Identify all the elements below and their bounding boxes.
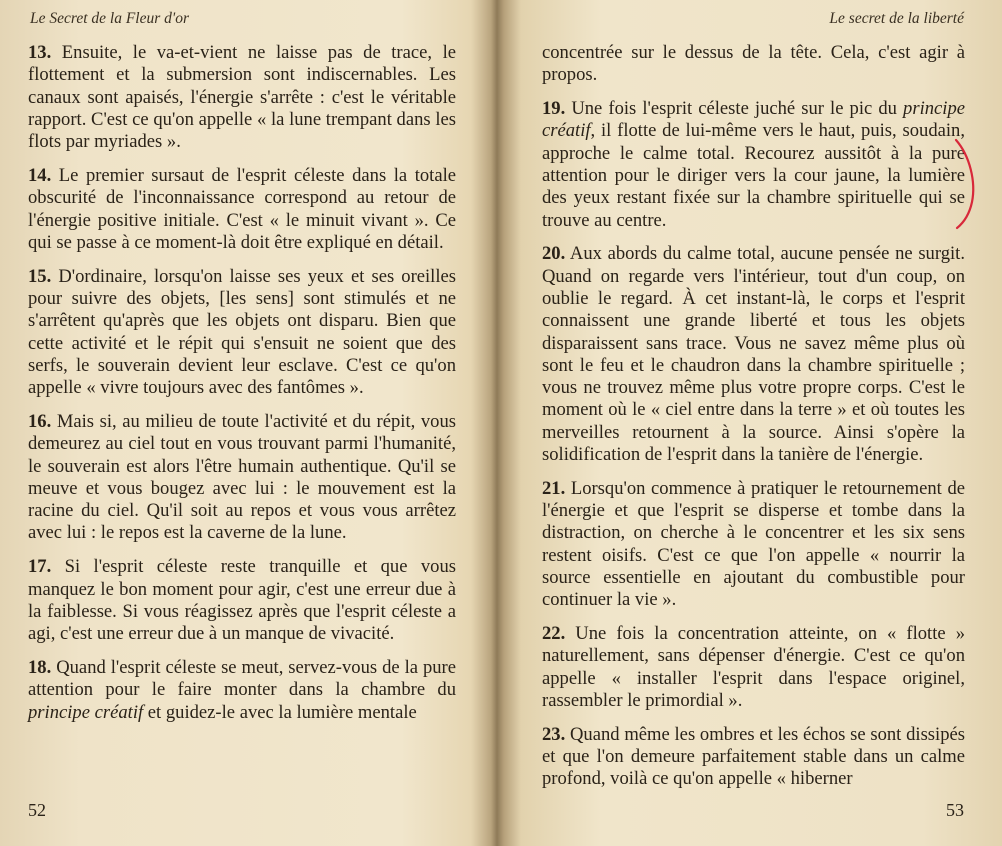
paragraph-22: [542, 623, 965, 712]
paragraph-number: 19.: [542, 98, 566, 120]
paragraph-body: et guidez-le avec la lumière mentale: [143, 701, 417, 723]
paragraph-14: [28, 165, 456, 254]
paragraph-body: Une fois la concentration atteinte, on « flotte » naturellement, sans dépenser d'énergie. C'est ce qu'on appelle « installer l'esprit dans l'espace originel, rassembler le primordial ».: [542, 623, 965, 712]
italic-term: principe créatif: [542, 98, 965, 142]
paragraph-body: D'ordinaire, lorsqu'on laisse ses yeux et ses oreilles pour suivre des objets, [les sens] sont stimulés et ne s'arrêtent qu'après que les objets ont disparu. Bien que cette activité et le répit qui s'ensuit ne soient que des serfs, le souverain devient leur esclave. C'est ce qu'on appelle « vivre toujours avec des fantômes ».: [28, 265, 456, 399]
paragraph-body: , il flotte de lui-même vers le haut, puis, soudain, approche le calme total. Recourez aussitôt à la pure attention pour le diriger vers la cour jaune, la lumière des yeux restant fixée sur la chambre spirituelle qui se trouve au centre.: [542, 120, 965, 231]
italic-term: principe créatif: [28, 701, 144, 723]
paragraph-number: 20.: [542, 243, 566, 265]
paragraph-body: Si l'esprit céleste reste tranquille et que vous manquez le bon moment pour agir, c'est une erreur due à la faiblesse. Si vous réagissez après que l'esprit céleste a agi, c'est une erreur due à un manque de vivacité.: [28, 556, 456, 645]
left-page-text: [28, 42, 456, 735]
paragraph-number: 22.: [542, 623, 566, 645]
paragraph-20: [542, 243, 965, 466]
paragraph-body: Lorsqu'on commence à pratiquer le retournement de l'énergie et que l'esprit se disperse et tombe dans la distraction, on cherche à le concentrer et les six sens restent oisifs. C'est ce que l'on appelle « nourrir la source essentielle en ajoutant du combustible pour continuer la vie ».: [542, 477, 965, 611]
left-page: [0, 0, 492, 846]
paragraph-continuation: concentrée sur le dessus de la tête. Cela, c'est agir à propos.: [542, 42, 965, 86]
paragraph-16: [28, 411, 456, 545]
paragraph-13: [28, 42, 456, 153]
paragraph-body: Mais si, au milieu de toute l'activité et du répit, vous demeurez au ciel tout en vous trouvant parmi l'humanité, le souverain est alors l'être humain authentique. Qu'il se meuve et vous bougez avec lui : le mouvement est la racine du ciel. Qu'il soit au repos et vous vous arrêtez avec lui : le repos est la caverne de la lune.: [28, 410, 456, 544]
red-margin-mark: [952, 136, 982, 232]
paragraph-21: [542, 478, 965, 612]
paragraph-17: [28, 556, 456, 645]
paragraph-number: 17.: [28, 556, 52, 578]
paragraph-18: [28, 657, 456, 724]
paragraph-body: Une fois l'esprit céleste juché sur le pic du: [565, 98, 904, 120]
paragraph-15: [28, 266, 456, 400]
paragraph-body: Quand l'esprit céleste se meut, servez-vous de la pure attention pour le faire monter dans la chambre du: [28, 656, 456, 701]
paragraph-number: 15.: [28, 265, 52, 287]
running-head-left: Le Secret de la Fleur d'or: [30, 10, 189, 27]
paragraph-number: 18.: [28, 656, 52, 678]
page-number-right: 53: [946, 800, 964, 820]
paragraph-number: 21.: [542, 477, 566, 499]
paragraph-body: Quand même les ombres et les échos se sont dissipés et que l'on demeure parfaitement stable dans un calme profond, voilà ce qu'on appelle « hiberner: [542, 723, 965, 790]
page-number-left: 52: [28, 800, 46, 820]
paragraph-19: [542, 98, 965, 232]
paragraph-number: 23.: [542, 723, 566, 745]
running-head-right: Le secret de la liberté: [829, 10, 964, 27]
paragraph-body: Ensuite, le va-et-vient ne laisse pas de trace, le flottement et la submersion sont indiscernables. Les canaux sont apaisés, l'énergie s'arrête : c'est le véritable rapport. C'est ce qu'on appelle « la lune trempant dans les flots par myriades ».: [28, 42, 456, 153]
right-page-text: [542, 42, 965, 802]
paragraph-number: 14.: [28, 164, 52, 186]
paragraph-body: Le premier sursaut de l'esprit céleste dans la totale obscurité de l'inconnaissance correspond au retour de l'énergie positive initiale. C'est « le minuit vivant ». Ce qui se passe à ce moment-là doit être expliqué en détail.: [28, 164, 456, 253]
paragraph-number: 13.: [28, 42, 52, 63]
paragraph-23: [542, 724, 965, 791]
paragraph-number: 16.: [28, 410, 52, 432]
right-page: [504, 0, 1002, 846]
paragraph-body: Aux abords du calme total, aucune pensée ne surgit. Quand on regarde vers l'intérieur, tout d'un coup, on oublie le regard. À cet instant-là, le corps et l'esprit connaissent une grande liberté et tous les objets disparaissent sans trace. Vous ne savez même plus où sont le feu et le chaudron dans la chambre spirituelle ; vous ne trouvez même plus votre propre corps. C'est le moment où le « ciel entre dans la terre » et où toutes les merveilles retournent à la source. Ainsi s'opère la solidification de l'esprit dans la tanière de l'énergie.: [542, 243, 965, 466]
